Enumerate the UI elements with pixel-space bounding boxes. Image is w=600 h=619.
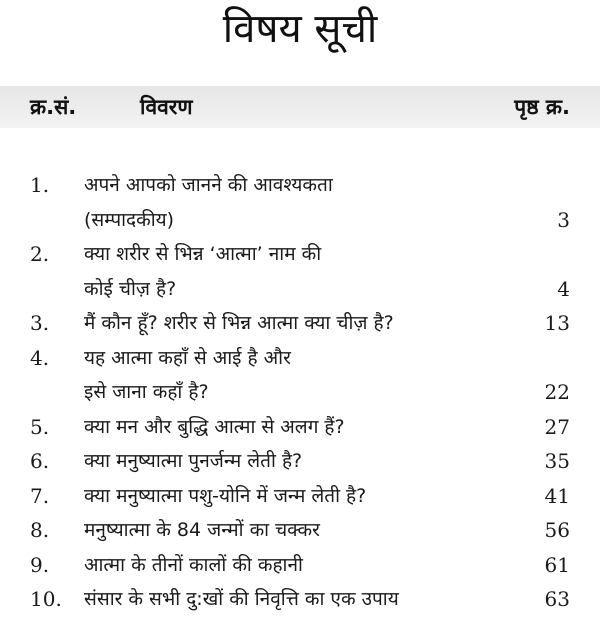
toc-entry <box>0 548 600 583</box>
toc-entry <box>0 341 600 410</box>
entry-number: 7. <box>30 483 50 508</box>
entry-page: 63 <box>544 587 570 611</box>
page-title: विषय सूची <box>222 6 378 52</box>
entry-text: क्या मन और बुद्धि आत्मा से अलग हैं? <box>84 415 345 438</box>
entry-page: 56 <box>544 518 570 542</box>
entry-page: 22 <box>544 380 570 404</box>
toc-entry <box>0 513 600 548</box>
entry-text: क्या मनुष्यात्मा पुनर्जन्म लेती है? <box>84 450 303 472</box>
entry-number: 6. <box>30 449 50 473</box>
entry-page: 27 <box>544 414 570 439</box>
toc-entry <box>0 237 600 306</box>
toc-entry <box>0 410 600 445</box>
header-serial: क्र.सं. <box>30 95 77 119</box>
entry-number: 10. <box>30 587 62 611</box>
entry-number: 8. <box>30 518 50 542</box>
header-band <box>0 86 600 128</box>
entry-number: 1. <box>30 173 50 197</box>
entry-number: 5. <box>30 414 50 439</box>
entry-text: संसार के सभी दु:खों की निवृत्ति का एक उपाय <box>84 588 399 610</box>
toc-entry <box>0 582 600 617</box>
entry-page: 3 <box>557 207 570 232</box>
entry-text: यह आत्मा कहाँ से आई है और <box>84 346 291 369</box>
entry-text: क्या शरीर से भिन्न ‘आत्मा’ नाम की <box>84 243 322 265</box>
entry-page: 4 <box>557 276 570 301</box>
entry-page: 13 <box>544 311 570 335</box>
entry-text: मैं कौन हूँ? शरीर से भिन्न आत्मा क्या चीज़ है? <box>84 312 394 334</box>
toc-list <box>0 168 600 617</box>
entry-text: अपने आपको जानने की आवश्यकता <box>84 174 333 196</box>
entry-text: आत्मा के तीनों कालों की कहानी <box>84 553 303 576</box>
toc-entry <box>0 306 600 341</box>
header-description: विवरण <box>140 95 193 119</box>
entry-text: (सम्पादकीय) <box>84 208 175 231</box>
toc-entry <box>0 444 600 479</box>
entry-text: कोई चीज़ है? <box>84 277 177 300</box>
entry-page: 41 <box>544 483 570 508</box>
entry-page: 35 <box>544 449 570 473</box>
entry-page: 61 <box>544 552 570 577</box>
entry-text: क्या मनुष्यात्मा पशु-योनि में जन्म लेती है? <box>84 484 367 507</box>
toc-entry <box>0 479 600 514</box>
entry-text: मनुष्यात्मा के 84 जन्मों का चक्कर <box>84 519 320 541</box>
header-page: पृष्ठ क्र. <box>514 95 570 119</box>
toc-entry <box>0 168 600 237</box>
entry-number: 3. <box>30 311 50 335</box>
entry-number: 9. <box>30 552 50 577</box>
entry-number: 4. <box>30 345 50 370</box>
entry-number: 2. <box>30 242 50 266</box>
entry-text: इसे जाना कहाँ है? <box>84 381 209 403</box>
